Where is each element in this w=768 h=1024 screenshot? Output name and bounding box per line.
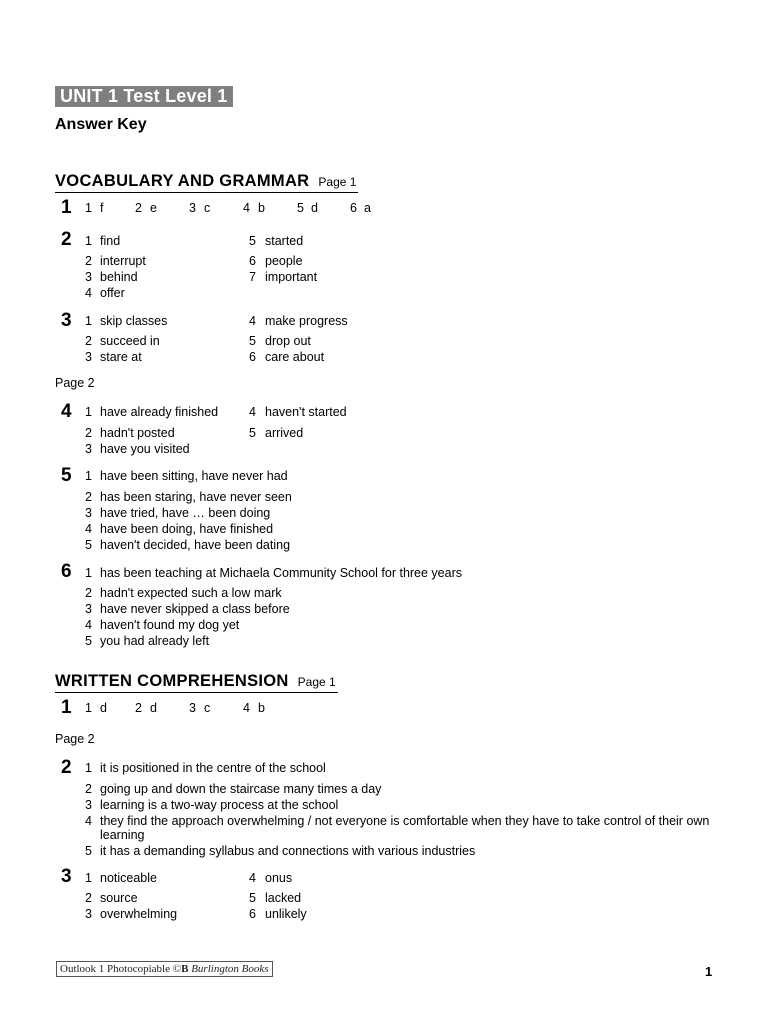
item-answer: e <box>150 201 157 215</box>
answer-key-heading: Answer Key <box>55 116 147 133</box>
item-answer: have never skipped a class before <box>100 602 290 616</box>
item-answer: you had already left <box>100 634 210 648</box>
item-number: 3 <box>85 506 92 520</box>
item-number: 3 <box>85 442 92 456</box>
item-number: 5 <box>85 844 92 858</box>
item-number: 2 <box>135 701 142 715</box>
item-number: 3 <box>85 907 92 921</box>
item-answer: drop out <box>265 334 311 348</box>
item-number: 4 <box>85 618 92 632</box>
item-answer: unlikely <box>265 907 307 921</box>
item-answer: hadn't expected such a low mark <box>100 586 282 600</box>
item-number: 2 <box>85 782 92 796</box>
item-answer: arrived <box>265 426 304 440</box>
item-answer: people <box>265 254 303 268</box>
item-answer: onus <box>265 871 293 885</box>
item-answer: interrupt <box>100 254 146 268</box>
question-number: 1 <box>61 197 72 218</box>
item-number: 1 <box>85 871 92 885</box>
item-answer: d <box>311 201 318 215</box>
question-number: 2 <box>61 757 72 778</box>
item-answer: haven't decided, have been dating <box>100 538 291 552</box>
item-answer: c <box>204 201 211 215</box>
item-answer: hadn't posted <box>100 426 175 440</box>
question-number: 2 <box>61 229 72 250</box>
page-label: Page 2 <box>55 376 95 390</box>
item-number: 3 <box>85 270 92 284</box>
item-answer-continuation: learning <box>100 828 145 842</box>
item-number: 4 <box>249 405 256 419</box>
item-number: 5 <box>85 538 92 552</box>
item-answer: haven't found my dog yet <box>100 618 240 632</box>
item-answer: overwhelming <box>100 907 178 921</box>
item-answer: succeed in <box>100 334 160 348</box>
item-answer: haven't started <box>265 405 347 419</box>
item-number: 5 <box>249 426 256 440</box>
item-answer: d <box>150 701 157 715</box>
copyright-footer <box>56 961 273 977</box>
footer-text: Outlook 1 Photocopiable © <box>60 963 182 975</box>
item-number: 2 <box>85 254 92 268</box>
item-answer: have been sitting, have never had <box>100 469 288 483</box>
item-answer: have been doing, have finished <box>100 522 274 536</box>
question-number: 3 <box>61 310 72 331</box>
section-heading-written-comprehension <box>55 672 338 693</box>
item-answer: behind <box>100 270 138 284</box>
item-number: 4 <box>243 201 250 215</box>
item-number: 6 <box>350 201 357 215</box>
item-answer: f <box>100 201 104 215</box>
item-number: 3 <box>85 602 92 616</box>
item-answer: important <box>265 270 318 284</box>
item-answer: c <box>204 701 211 715</box>
item-number: 4 <box>85 286 92 300</box>
item-answer: a <box>364 201 371 215</box>
item-number: 5 <box>297 201 304 215</box>
item-answer: source <box>100 891 138 905</box>
section-title: WRITTEN COMPREHENSION <box>55 672 289 690</box>
item-number: 4 <box>243 701 250 715</box>
section-title: VOCABULARY AND GRAMMAR <box>55 172 310 190</box>
item-answer: going up and down the staircase many times a day <box>100 782 382 796</box>
item-number: 2 <box>85 891 92 905</box>
item-answer: have tried, have … been doing <box>100 506 271 520</box>
question-number: 4 <box>61 401 72 422</box>
item-answer: they find the approach overwhelming / not everyone is comfortable when they have to take control of their own <box>100 814 710 828</box>
item-number: 6 <box>249 350 256 364</box>
item-number: 3 <box>85 350 92 364</box>
item-number: 3 <box>85 798 92 812</box>
item-number: 5 <box>85 634 92 648</box>
item-answer: started <box>265 234 304 248</box>
item-answer: care about <box>265 350 325 364</box>
item-answer: has been teaching at Michaela Community School for three years <box>100 566 462 580</box>
item-number: 7 <box>249 270 256 284</box>
footer-brand: Burlington Books <box>191 963 269 975</box>
item-number: 1 <box>85 314 92 328</box>
item-number: 1 <box>85 201 92 215</box>
item-number: 1 <box>85 566 92 580</box>
item-number: 5 <box>249 334 256 348</box>
item-answer: b <box>258 701 265 715</box>
item-number: 3 <box>189 701 196 715</box>
item-answer: b <box>258 201 265 215</box>
section-page-label: Page 1 <box>297 675 336 689</box>
question-number: 1 <box>61 697 72 718</box>
item-number: 4 <box>85 522 92 536</box>
burlington-logo: B <box>181 963 189 975</box>
item-number: 1 <box>85 405 92 419</box>
item-answer: lacked <box>265 891 302 905</box>
item-number: 4 <box>85 814 92 828</box>
page-label: Page 2 <box>55 732 95 746</box>
item-number: 6 <box>249 254 256 268</box>
question-number: 3 <box>61 866 72 887</box>
question-number: 5 <box>61 465 72 486</box>
item-answer: make progress <box>265 314 348 328</box>
item-number: 5 <box>249 234 256 248</box>
item-answer: have you visited <box>100 442 190 456</box>
item-number: 3 <box>189 201 196 215</box>
item-answer: skip classes <box>100 314 168 328</box>
item-number: 1 <box>85 234 92 248</box>
item-answer: has been staring, have never seen <box>100 490 292 504</box>
item-number: 1 <box>85 761 92 775</box>
item-number: 2 <box>135 201 142 215</box>
item-answer: stare at <box>100 350 142 364</box>
section-heading-vocabulary-grammar <box>55 172 358 193</box>
item-number: 2 <box>85 334 92 348</box>
item-answer: d <box>100 701 107 715</box>
unit-title: UNIT 1 Test Level 1 <box>55 86 233 107</box>
item-number: 1 <box>85 469 92 483</box>
question-number: 6 <box>61 561 72 582</box>
item-number: 6 <box>249 907 256 921</box>
item-number: 4 <box>249 871 256 885</box>
item-number: 4 <box>249 314 256 328</box>
item-number: 2 <box>85 586 92 600</box>
item-answer: find <box>100 234 121 248</box>
item-answer: it has a demanding syllabus and connections with various industries <box>100 844 476 858</box>
item-answer: have already finished <box>100 405 219 419</box>
item-answer: offer <box>100 286 125 300</box>
item-number: 1 <box>85 701 92 715</box>
item-answer: it is positioned in the centre of the school <box>100 761 326 775</box>
page-number: 1 <box>705 964 713 979</box>
item-answer: learning is a two-way process at the school <box>100 798 339 812</box>
item-number: 5 <box>249 891 256 905</box>
item-number: 2 <box>85 426 92 440</box>
item-answer: noticeable <box>100 871 157 885</box>
item-number: 2 <box>85 490 92 504</box>
section-page-label: Page 1 <box>318 175 357 189</box>
